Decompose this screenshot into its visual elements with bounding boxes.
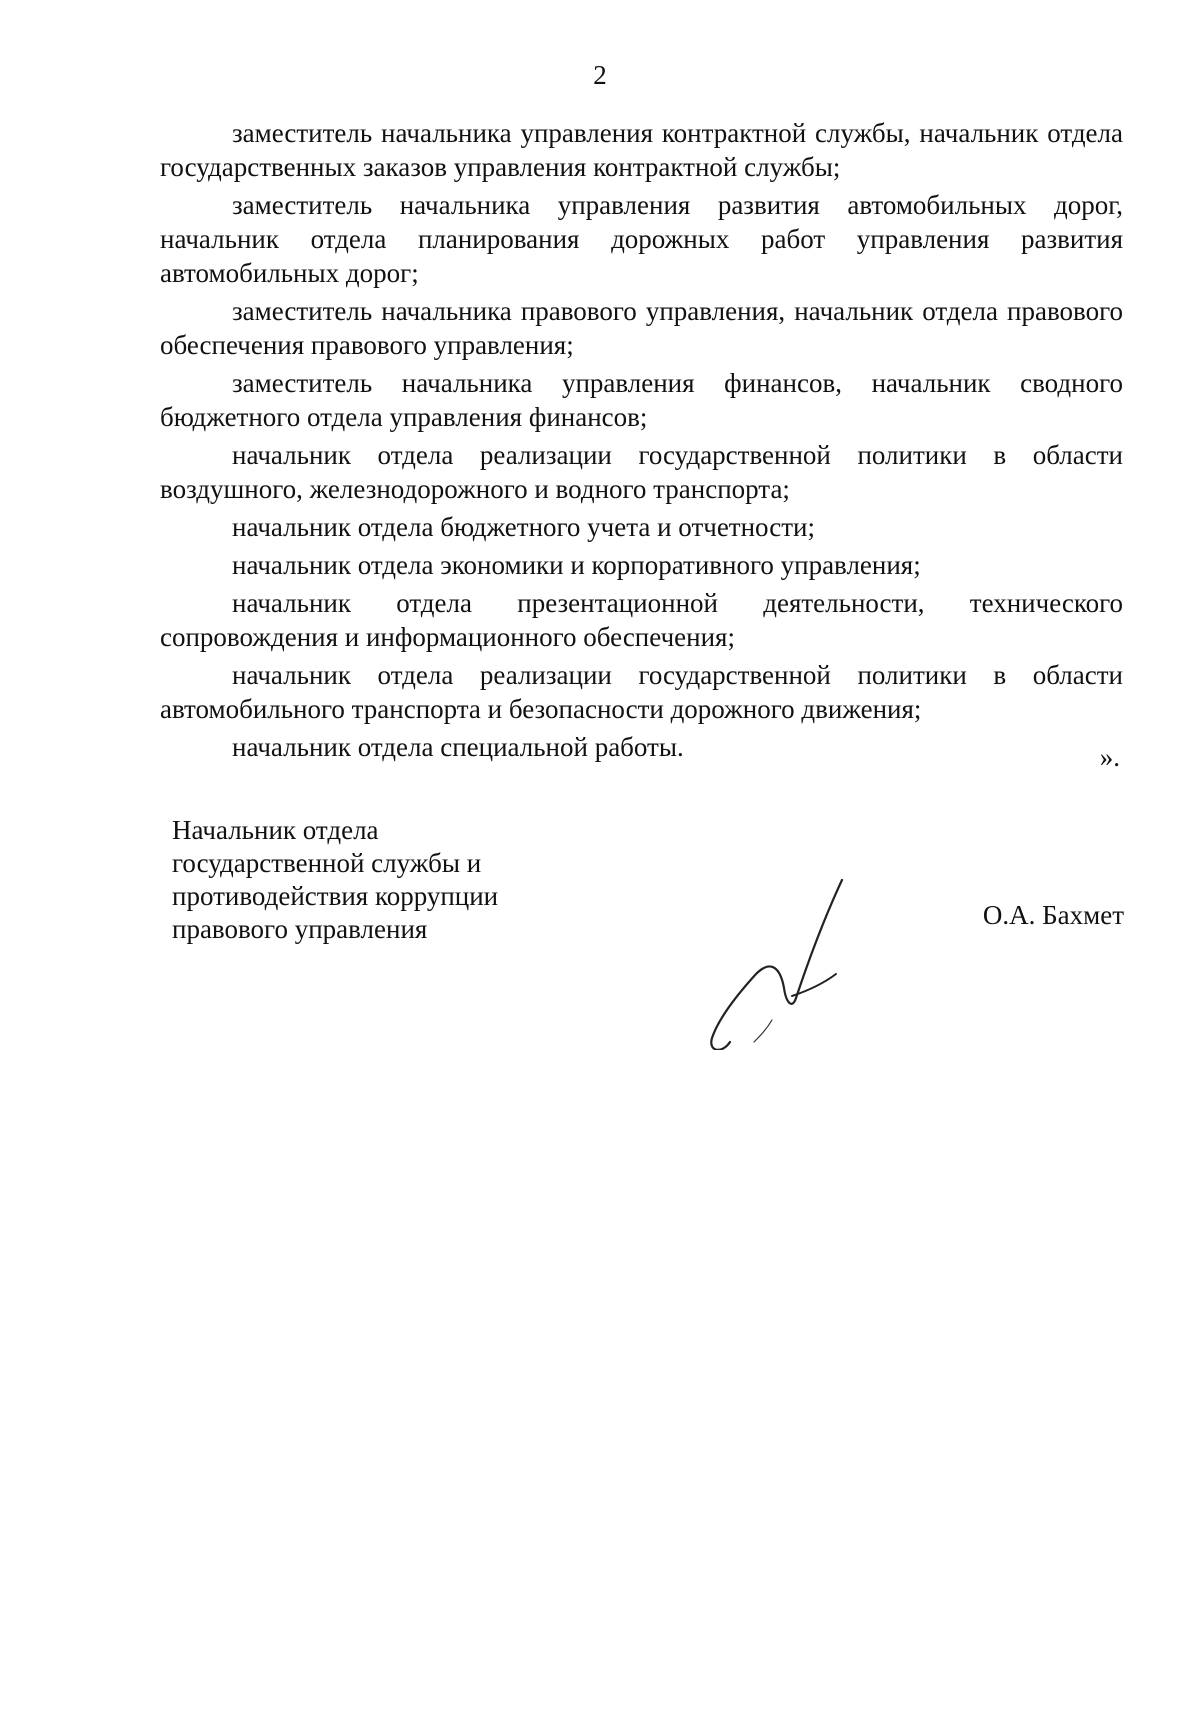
list-item: начальник отдела презентационной деятельности, технического сопровождения и информационного обеспечения; xyxy=(160,588,1123,652)
list-item: заместитель начальника управления финансов, начальник сводного бюджетного отдела управления финансов; xyxy=(160,368,1123,432)
signatory-title-line: Начальник отдела xyxy=(172,815,379,845)
list-item: начальник отдела экономики и корпоративного управления; xyxy=(232,550,921,580)
closing-quote: ». xyxy=(1099,742,1120,772)
signatory-title-line: противодействия коррупции xyxy=(172,881,499,911)
list-item: начальник отдела специальной работы. xyxy=(232,732,684,762)
page-number: 2 xyxy=(593,60,607,90)
positions-list xyxy=(160,116,1123,768)
signatory-title-line: правового управления xyxy=(172,914,428,944)
list-item: начальник отдела реализации государственной политики в области автомобильного транспорта и безопасности дорожного движения; xyxy=(160,660,1123,724)
list-item: заместитель начальника правового управления, начальник отдела правового обеспечения правового управления; xyxy=(160,296,1123,360)
signatory-name: О.А. Бахмет xyxy=(982,900,1124,930)
list-item: начальник отдела бюджетного учета и отчетности; xyxy=(232,512,815,542)
list-item: начальник отдела реализации государственной политики в области воздушного, железнодорожного и водного транспорта; xyxy=(160,440,1123,504)
handwritten-signature xyxy=(700,870,860,1050)
list-item: заместитель начальника управления развития автомобильных дорог, начальник отдела планирования дорожных работ управления развития автомобильных дорог; xyxy=(160,190,1123,288)
signatory-title-line: государственной службы и xyxy=(172,848,482,878)
signature-stroke-icon xyxy=(700,870,860,1050)
list-item: заместитель начальника управления контрактной службы, начальник отдела государственных заказов управления контрактной службы; xyxy=(160,118,1123,182)
signatory-title xyxy=(172,814,592,946)
